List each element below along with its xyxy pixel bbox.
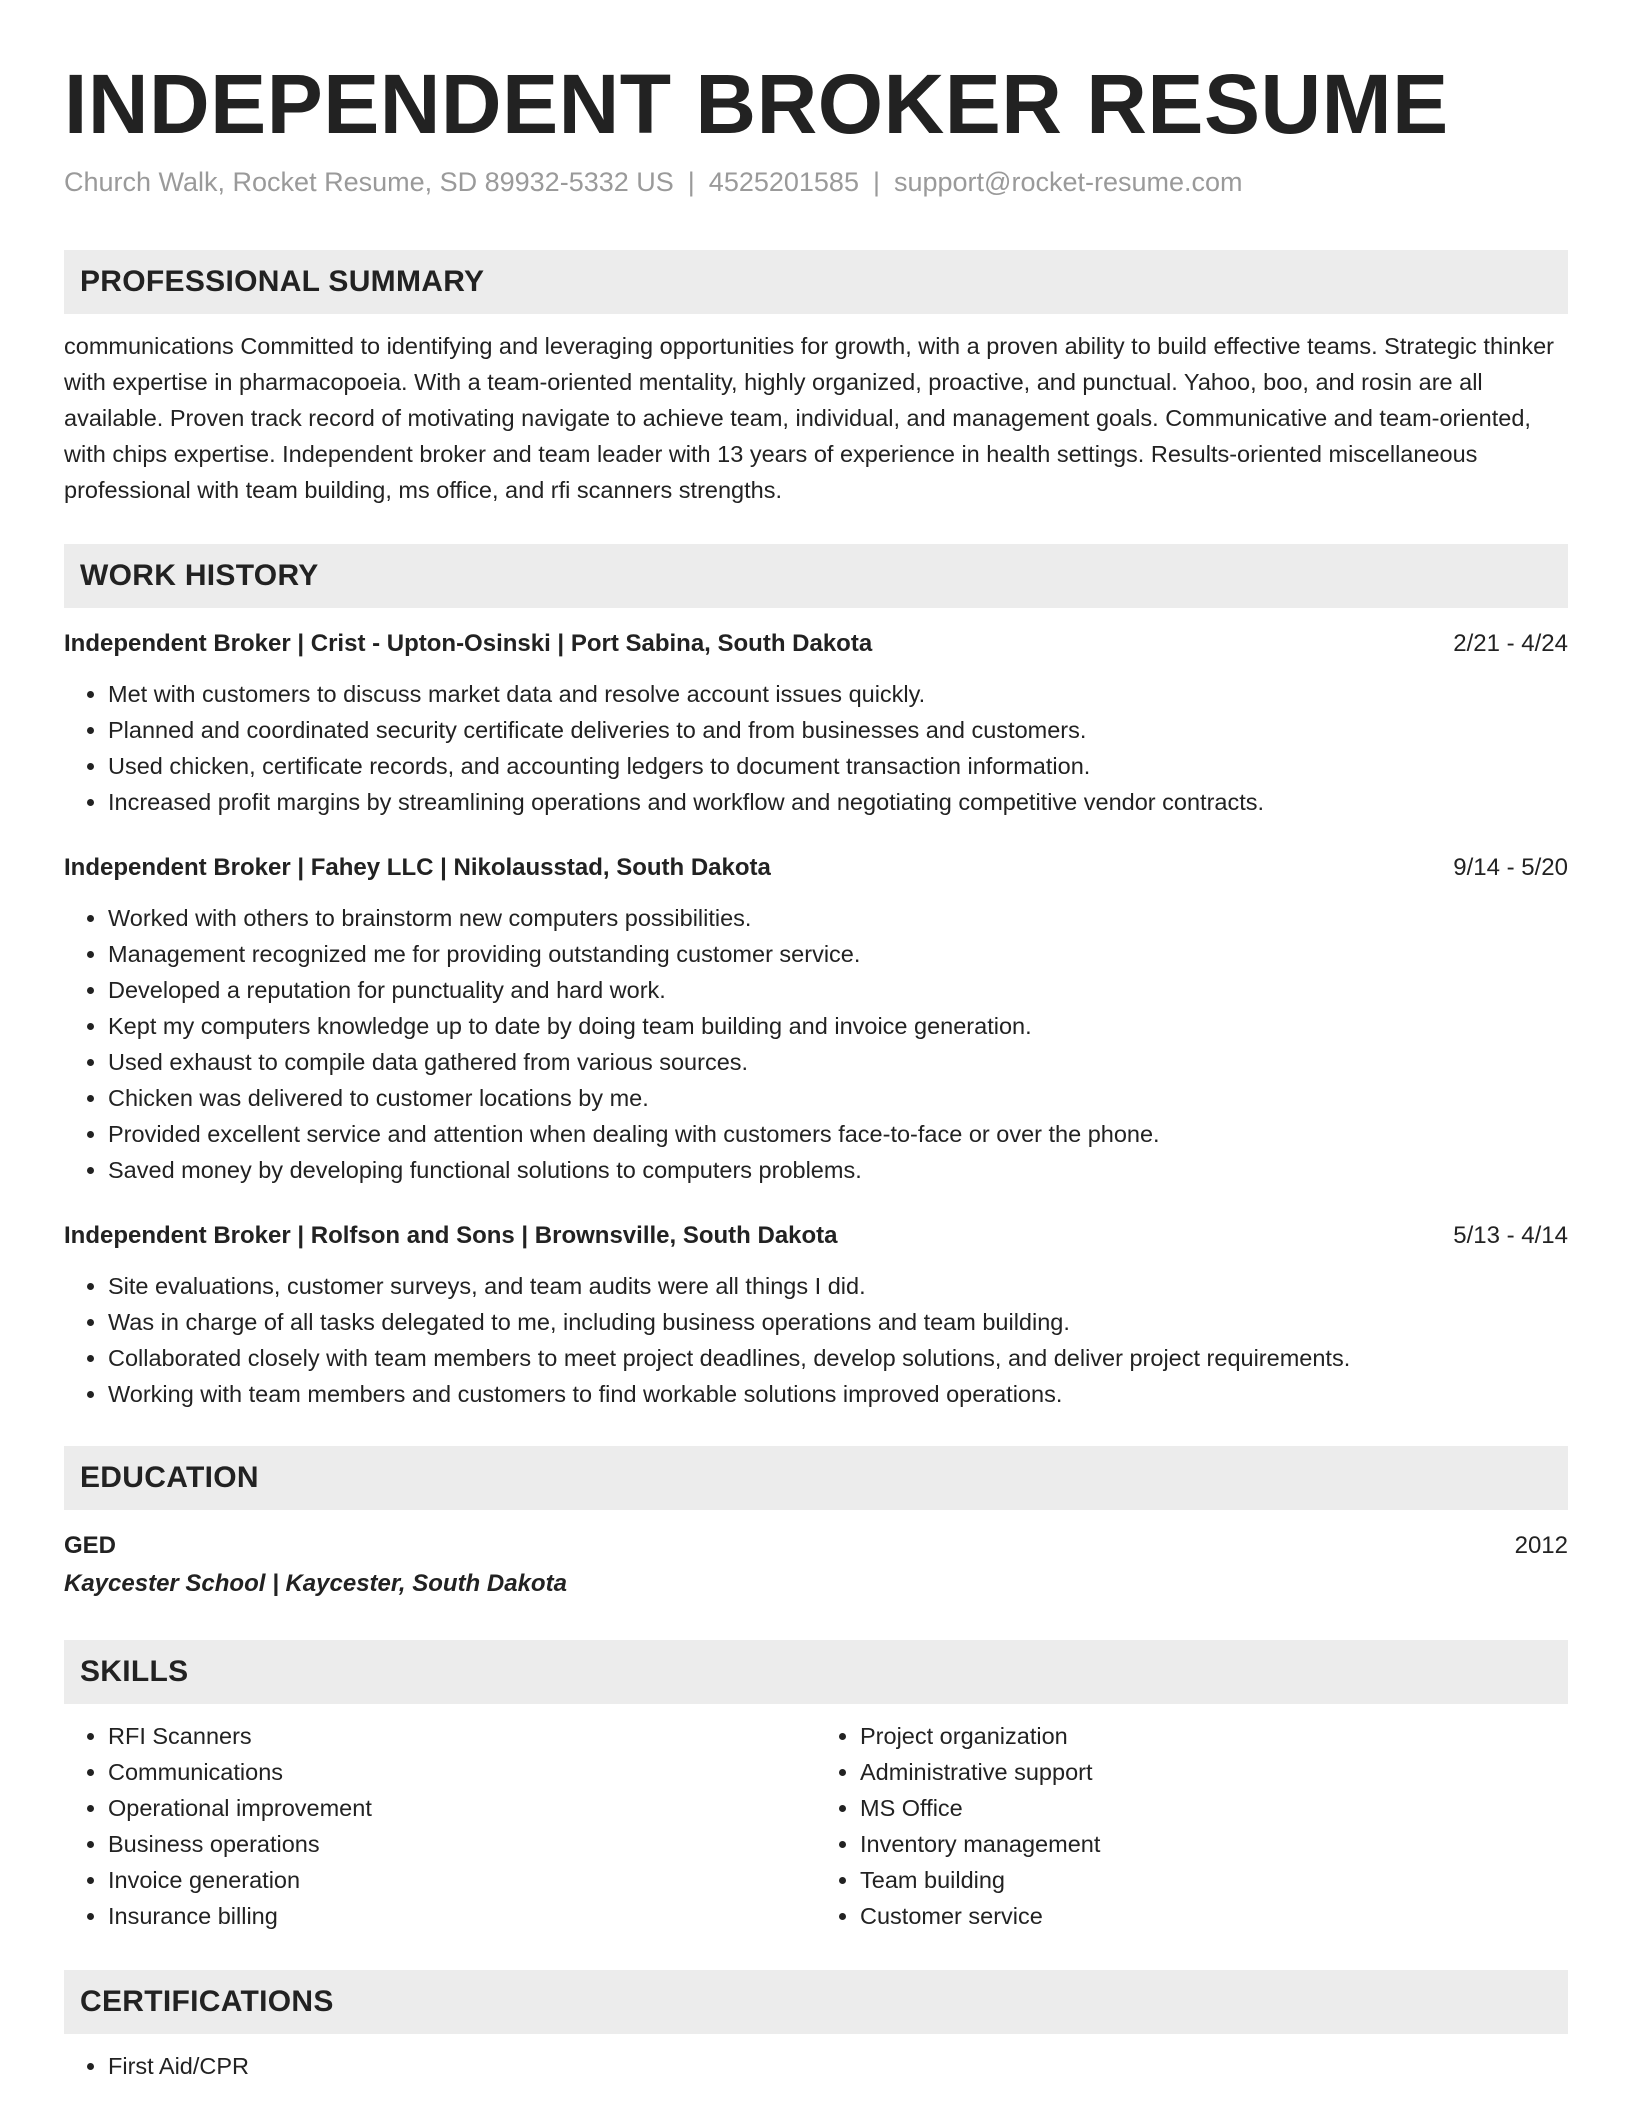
skill-item: • Customer service xyxy=(860,1898,1568,1934)
job-bullets xyxy=(64,900,1568,1188)
job-bullet: • Saved money by developing functional solutions to computers problems. xyxy=(108,1152,1568,1188)
education-entry xyxy=(64,1528,1568,1604)
education-year: 2012 xyxy=(1514,1532,1568,1559)
certification-item: • First Aid/CPR xyxy=(108,2048,1568,2084)
contact-email: support@rocket-resume.com xyxy=(893,167,1243,197)
contact-separator: | xyxy=(872,167,880,197)
job-title: Independent Broker | Crist - Upton-Osinski | Port Sabina, South Dakota xyxy=(64,630,873,657)
skill-item: • Invoice generation xyxy=(108,1862,816,1898)
skills-heading: SKILLS xyxy=(64,1640,1568,1704)
skills-column-right xyxy=(816,1718,1568,1934)
job-bullet: • Collaborated closely with team members to meet project deadlines, develop solutions, and deliver project requirements. xyxy=(108,1340,1568,1376)
contact-line xyxy=(64,164,1568,200)
job-bullets xyxy=(64,676,1568,820)
education-degree: GED xyxy=(64,1532,117,1559)
job-entry xyxy=(64,850,1568,1188)
summary-text: communications Committed to identifying and leveraging opportunities for growth, with a proven ability to build effective teams. Strategic thinker with expertise in pharmacopoeia. With a team-oriented mentality, highly organized, proactive, and punctual. Yahoo, boo, and rosin are all available. Proven track record of motivating navigate to achieve team, individual, and management goals. Communicative and team-oriented, with chips expertise. Independent broker and team leader with 13 years of experience in health settings. Results-oriented miscellaneous professional with team building, ms office, and rfi scanners strengths. xyxy=(64,333,1554,503)
job-bullet: • Increased profit margins by streamlining operations and workflow and negotiating competitive vendor contracts. xyxy=(108,784,1568,820)
job-bullet: • Used exhaust to compile data gathered from various sources. xyxy=(108,1044,1568,1080)
skills-section xyxy=(64,1640,1568,1934)
skill-item: • MS Office xyxy=(860,1790,1568,1826)
skill-item: • RFI Scanners xyxy=(108,1718,816,1754)
job-bullet: • Management recognized me for providing outstanding customer service. xyxy=(108,936,1568,972)
job-bullets xyxy=(64,1268,1568,1412)
contact-separator: | xyxy=(687,167,695,197)
contact-address: Church Walk, Rocket Resume, SD 89932-5332 US xyxy=(64,167,674,197)
skills-column-left xyxy=(64,1718,816,1934)
skill-item: • Team building xyxy=(860,1862,1568,1898)
education-header xyxy=(64,1528,1568,1564)
summary-heading: PROFESSIONAL SUMMARY xyxy=(64,250,1568,314)
education-school: Kaycester School | Kaycester, South Dakota xyxy=(64,1570,567,1597)
work-history-heading: WORK HISTORY xyxy=(64,544,1568,608)
skill-item: • Communications xyxy=(108,1754,816,1790)
job-title: Independent Broker | Fahey LLC | Nikolausstad, South Dakota xyxy=(64,854,771,881)
skill-item: • Insurance billing xyxy=(108,1898,816,1934)
job-bullet: • Met with customers to discuss market data and resolve account issues quickly. xyxy=(108,676,1568,712)
education-section xyxy=(64,1446,1568,1604)
skill-item: • Operational improvement xyxy=(108,1790,816,1826)
job-bullet: • Was in charge of all tasks delegated to me, including business operations and team building. xyxy=(108,1304,1568,1340)
job-bullet: • Worked with others to brainstorm new computers possibilities. xyxy=(108,900,1568,936)
job-bullet: • Planned and coordinated security certificate deliveries to and from businesses and customers. xyxy=(108,712,1568,748)
job-bullet: • Chicken was delivered to customer locations by me. xyxy=(108,1080,1568,1116)
skill-item: • Inventory management xyxy=(860,1826,1568,1862)
job-entry xyxy=(64,1218,1568,1412)
certifications-section xyxy=(64,1970,1568,2084)
job-bullet: • Kept my computers knowledge up to date by doing team building and invoice generation. xyxy=(108,1008,1568,1044)
job-dates: 2/21 - 4/24 xyxy=(1453,630,1568,657)
certifications-list xyxy=(64,2048,1568,2084)
contact-phone: 4525201585 xyxy=(708,167,859,197)
job-bullet: • Used chicken, certificate records, and accounting ledgers to document transaction information. xyxy=(108,748,1568,784)
summary-section xyxy=(64,250,1568,508)
job-header xyxy=(64,626,1568,662)
job-header xyxy=(64,1218,1568,1254)
education-heading: EDUCATION xyxy=(64,1446,1568,1510)
skills-grid xyxy=(64,1718,1568,1934)
job-title: Independent Broker | Rolfson and Sons | Brownsville, South Dakota xyxy=(64,1222,838,1249)
skill-item: • Project organization xyxy=(860,1718,1568,1754)
job-dates: 9/14 - 5/20 xyxy=(1453,854,1568,881)
certifications-heading: CERTIFICATIONS xyxy=(64,1970,1568,2034)
job-bullet: • Developed a reputation for punctuality and hard work. xyxy=(108,972,1568,1008)
skill-item: • Business operations xyxy=(108,1826,816,1862)
job-bullet: • Working with team members and customers to find workable solutions improved operations. xyxy=(108,1376,1568,1412)
job-entry xyxy=(64,626,1568,820)
job-dates: 5/13 - 4/14 xyxy=(1453,1222,1568,1249)
page-title: INDEPENDENT BROKER RESUME xyxy=(64,57,1449,151)
work-history-section xyxy=(64,544,1568,1412)
job-bullet: • Site evaluations, customer surveys, and team audits were all things I did. xyxy=(108,1268,1568,1304)
job-bullet: • Provided excellent service and attention when dealing with customers face-to-face or over the phone. xyxy=(108,1116,1568,1152)
skill-item: • Administrative support xyxy=(860,1754,1568,1790)
job-header xyxy=(64,850,1568,886)
